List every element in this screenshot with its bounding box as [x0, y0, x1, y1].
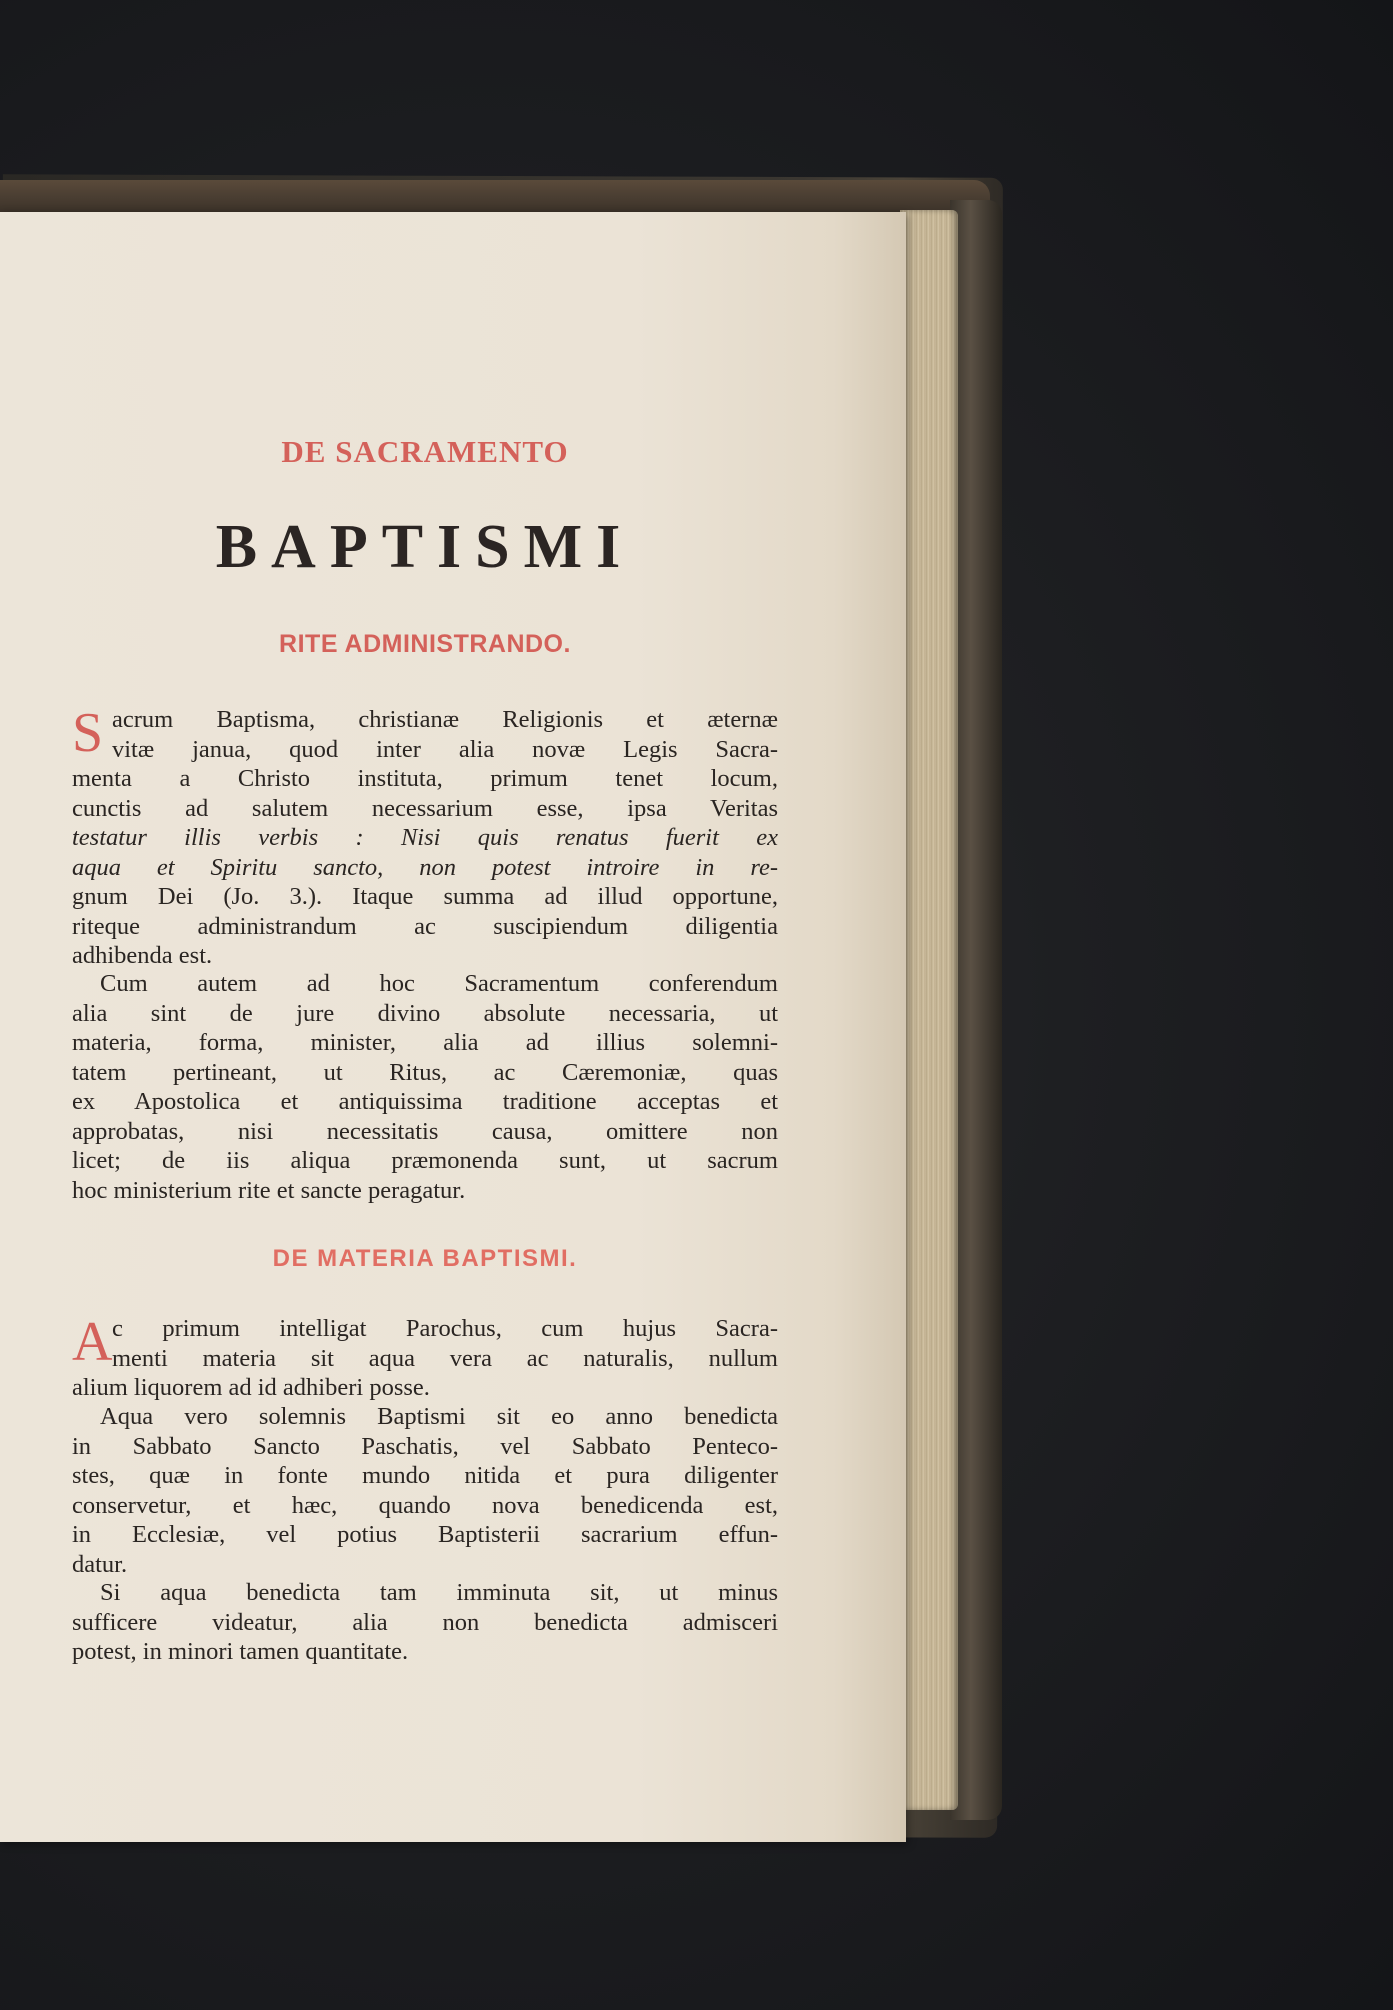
- book-page: [0, 212, 906, 1842]
- text-line: alium liquorem ad id adhiberi posse.: [72, 1374, 430, 1401]
- text-line: testatur illis verbis : Nisi quis renatus fuerit ex: [72, 824, 778, 851]
- text-line: sufficere videatur, alia non benedicta admisceri: [72, 1608, 778, 1636]
- text-line: materia, forma, minister, alia ad illius solemni-: [72, 1029, 778, 1056]
- heading-baptismi: BAPTISMI: [215, 513, 635, 581]
- text-line: licet; de iis aliqua præmonenda sunt, ut sacrum: [72, 1147, 778, 1174]
- cover-top-edge: [0, 180, 990, 214]
- text-line: Si aqua benedicta tam imminuta sit, ut minus: [100, 1579, 778, 1606]
- paragraph-cum-autem: [72, 969, 778, 1205]
- paragraph-aqua-vero: [72, 1402, 778, 1579]
- text-line: alia sint de jure divino absolute necessaria, ut: [72, 999, 778, 1027]
- text-line: gnum Dei (Jo. 3.). Itaque summa ad illud opportune,: [72, 883, 778, 910]
- text-line: Aqua vero solemnis Baptismi sit eo anno benedicta: [100, 1403, 778, 1430]
- text-line: datur.: [72, 1550, 128, 1578]
- text-line: menta a Christo instituta, primum tenet locum,: [72, 765, 778, 792]
- heading-de-sacramento: DE SACRAMENTO: [281, 434, 569, 469]
- dropcap-a: A: [72, 1311, 113, 1373]
- text-line: potest, in minori tamen quantitate.: [72, 1638, 409, 1665]
- text-line: in Sabbato Sancto Paschatis, vel Sabbato Penteco-: [72, 1432, 778, 1460]
- text-line: c primum intelligat Parochus, cum hujus Sacra-: [112, 1315, 778, 1342]
- text-line: adhibenda est.: [72, 942, 213, 969]
- text-line: aqua et Spiritu sancto, non potest introire in re-: [72, 853, 778, 881]
- text-line: riteque administrandum ac suscipiendum diligentia: [72, 912, 778, 940]
- text-line: stes, quæ in fonte mundo nitida et pura diligenter: [72, 1462, 778, 1489]
- heading-de-materia-baptismi: DE MATERIA BAPTISMI.: [272, 1245, 578, 1272]
- heading-rite-administrando: RITE ADMINISTRANDO.: [279, 630, 571, 658]
- paragraph-si-aqua: [72, 1578, 778, 1667]
- text-line: in Ecclesiæ, vel potius Baptisterii sacrarium effun-: [72, 1521, 778, 1548]
- text-line: conservetur, et hæc, quando nova benedicenda est,: [72, 1491, 778, 1519]
- text-line: vitæ janua, quod inter alia novæ Legis Sacra-: [112, 735, 778, 763]
- text-line: hoc ministerium rite et sancte peragatur.: [72, 1176, 466, 1204]
- text-line: menti materia sit aqua vera ac naturalis, nullum: [112, 1344, 778, 1372]
- text-line: acrum Baptisma, christianæ Religionis et æternæ: [112, 706, 778, 733]
- page-stack-edge: [900, 210, 958, 1810]
- text-line: Cum autem ad hoc Sacramentum conferendum: [100, 970, 778, 997]
- text-line: tatem pertineant, ut Ritus, ac Cæremoniæ, quas: [72, 1058, 778, 1086]
- paragraph-ac-primum: [72, 1311, 778, 1403]
- paragraph-sacrum-baptisma: [72, 702, 778, 971]
- text-line: cunctis ad salutem necessarium esse, ipsa Veritas: [72, 794, 778, 822]
- text-line: approbatas, nisi necessitatis causa, omittere non: [72, 1117, 778, 1145]
- dropcap-s: S: [72, 702, 104, 764]
- text-line: ex Apostolica et antiquissima traditione acceptas et: [72, 1088, 778, 1115]
